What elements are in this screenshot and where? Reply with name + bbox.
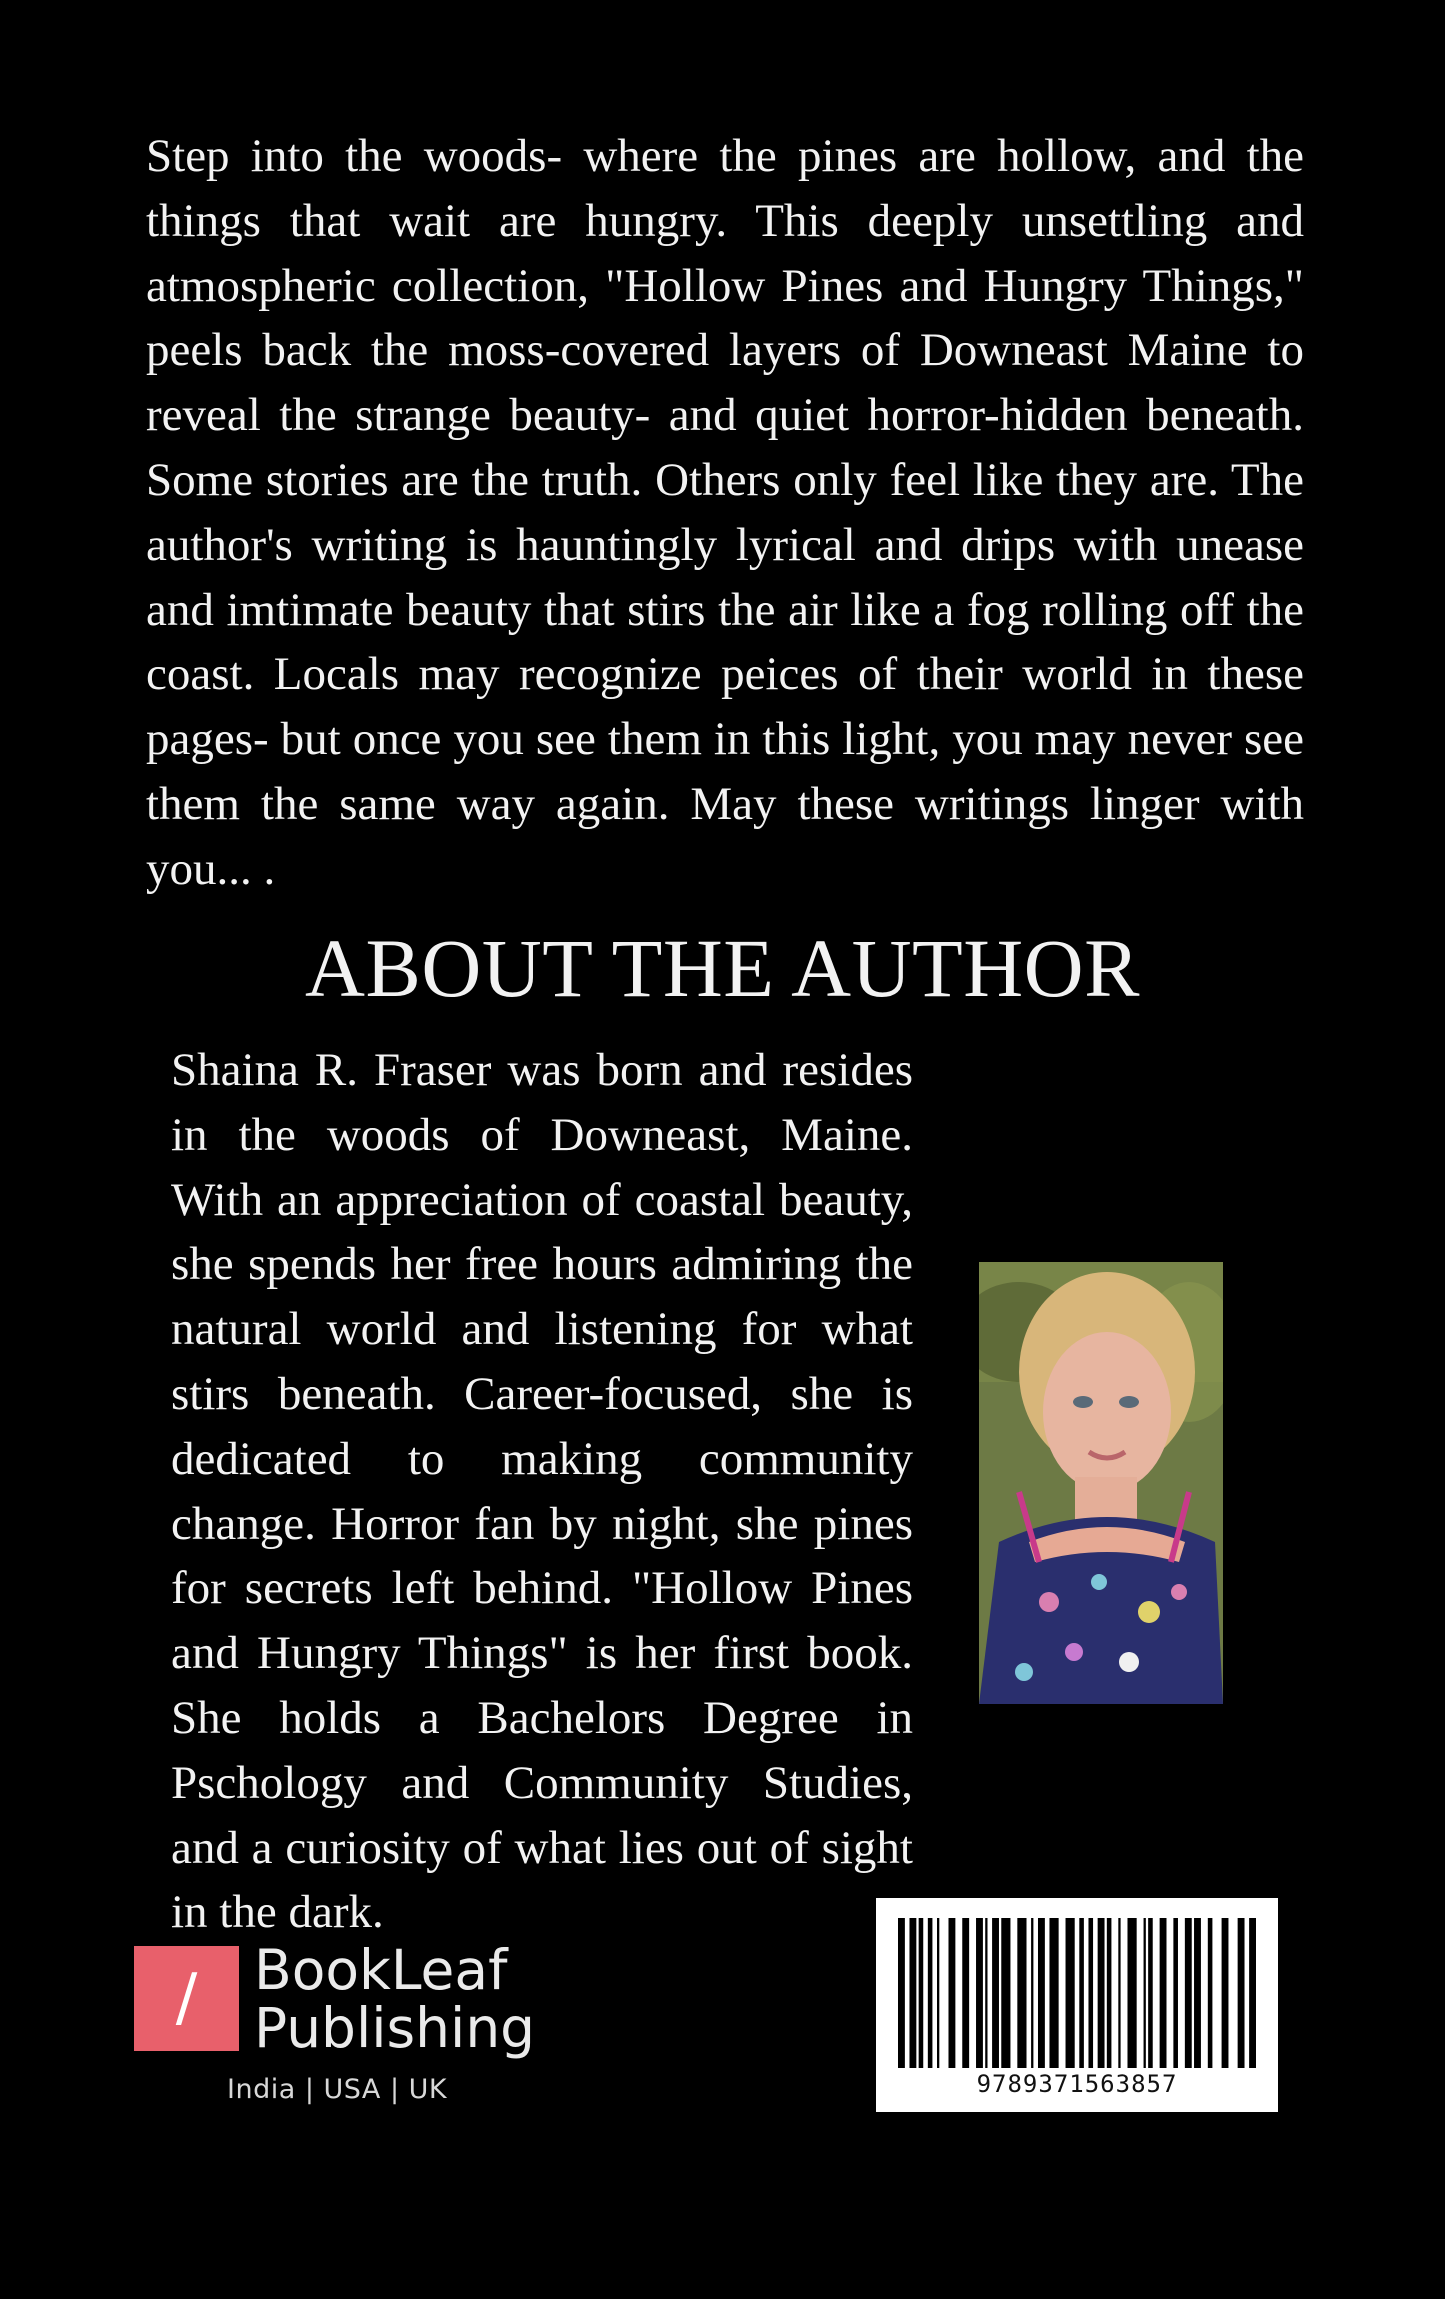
barcode-bar — [985, 1918, 987, 2068]
barcode-bars — [898, 1918, 1256, 2068]
barcode-bar — [1249, 1918, 1256, 2068]
publisher-name-line1: BookLeaf — [254, 1938, 508, 2002]
barcode-bar — [1194, 1918, 1201, 2068]
barcode-bar — [898, 1918, 905, 2068]
barcode-bar — [1079, 1918, 1084, 2068]
barcode-bar — [1238, 1918, 1245, 2068]
isbn-barcode — [876, 1898, 1278, 2112]
publisher-regions: India | USA | UK — [227, 2074, 448, 2105]
author-bio: Shaina R. Fraser was born and resides in the woods of Downeast, Maine. With an appreciation of coastal beauty, she spends her free hours admiring the natural world and listening for what stirs beneath. Career-focused, she is dedicated to making community change. Horror fan by night, she pines for secrets left behind. "Hollow Pines and Hungry Things" is her first book. She holds a Bachelors Degree in Pschology and Community Studies, and a curiosity of what lies out of sight in the dark. — [171, 1044, 913, 1939]
barcode-bar — [937, 1918, 939, 2068]
barcode-bar — [1017, 1918, 1026, 2068]
barcode-bar — [1173, 1918, 1178, 2068]
bookleaf-publishing-logo — [134, 1938, 536, 2146]
barcode-bar — [948, 1918, 955, 2068]
about-the-author-heading: ABOUT THE AUTHOR — [305, 922, 1140, 1014]
back-cover-blurb: Step into the woods- where the pines are hollow, and the things that wait are hungry. This deeply unsettling and atmospheric collection, "Hollow Pines and Hungry Things," peels back the moss-covered layers of Downeast Maine to reveal the strange beauty- and quiet horror-hidden beneath. Some stories are the truth. Others only feel like they are. The author's writing is hauntingly lyrical and drips with unease and imtimate beauty that stirs the air like a fog rolling off the coast. Locals may recognize peices of their world in these pages- but once you see them in this light, you may never see them the same way again. May these writings linger with you... . — [146, 130, 1304, 895]
barcode-bar — [976, 1918, 983, 2068]
barcode-bar — [1222, 1918, 1229, 2068]
barcode-bar — [1160, 1918, 1167, 2068]
barcode-bar — [1088, 1918, 1093, 2068]
barcode-bar — [928, 1918, 933, 2068]
barcode-bar — [962, 1918, 969, 2068]
barcode-bar — [1208, 1918, 1213, 2068]
barcode-bar — [1066, 1918, 1075, 2068]
author-photo — [979, 1262, 1223, 1704]
isbn-number: 9789371563857 — [976, 2070, 1178, 2098]
barcode-bar — [1049, 1918, 1058, 2068]
barcode-bar — [992, 1918, 999, 2068]
barcode-bar — [1001, 1918, 1010, 2068]
barcode-bar — [1148, 1918, 1153, 2068]
barcode-bar — [909, 1918, 916, 2068]
barcode-bar — [1038, 1918, 1045, 2068]
barcode-bar — [1098, 1918, 1105, 2068]
barcode-bar — [1031, 1918, 1033, 2068]
barcode-bar — [1185, 1918, 1192, 2068]
barcode-bar — [919, 1918, 924, 2068]
barcode-bar — [1118, 1918, 1120, 2068]
barcode-bar — [1107, 1918, 1112, 2068]
logo-slash-icon: / — [175, 1961, 198, 2035]
publisher-name-line2: Publishing — [254, 1996, 536, 2060]
barcode-bar — [1127, 1918, 1136, 2068]
barcode-bar — [1144, 1918, 1146, 2068]
